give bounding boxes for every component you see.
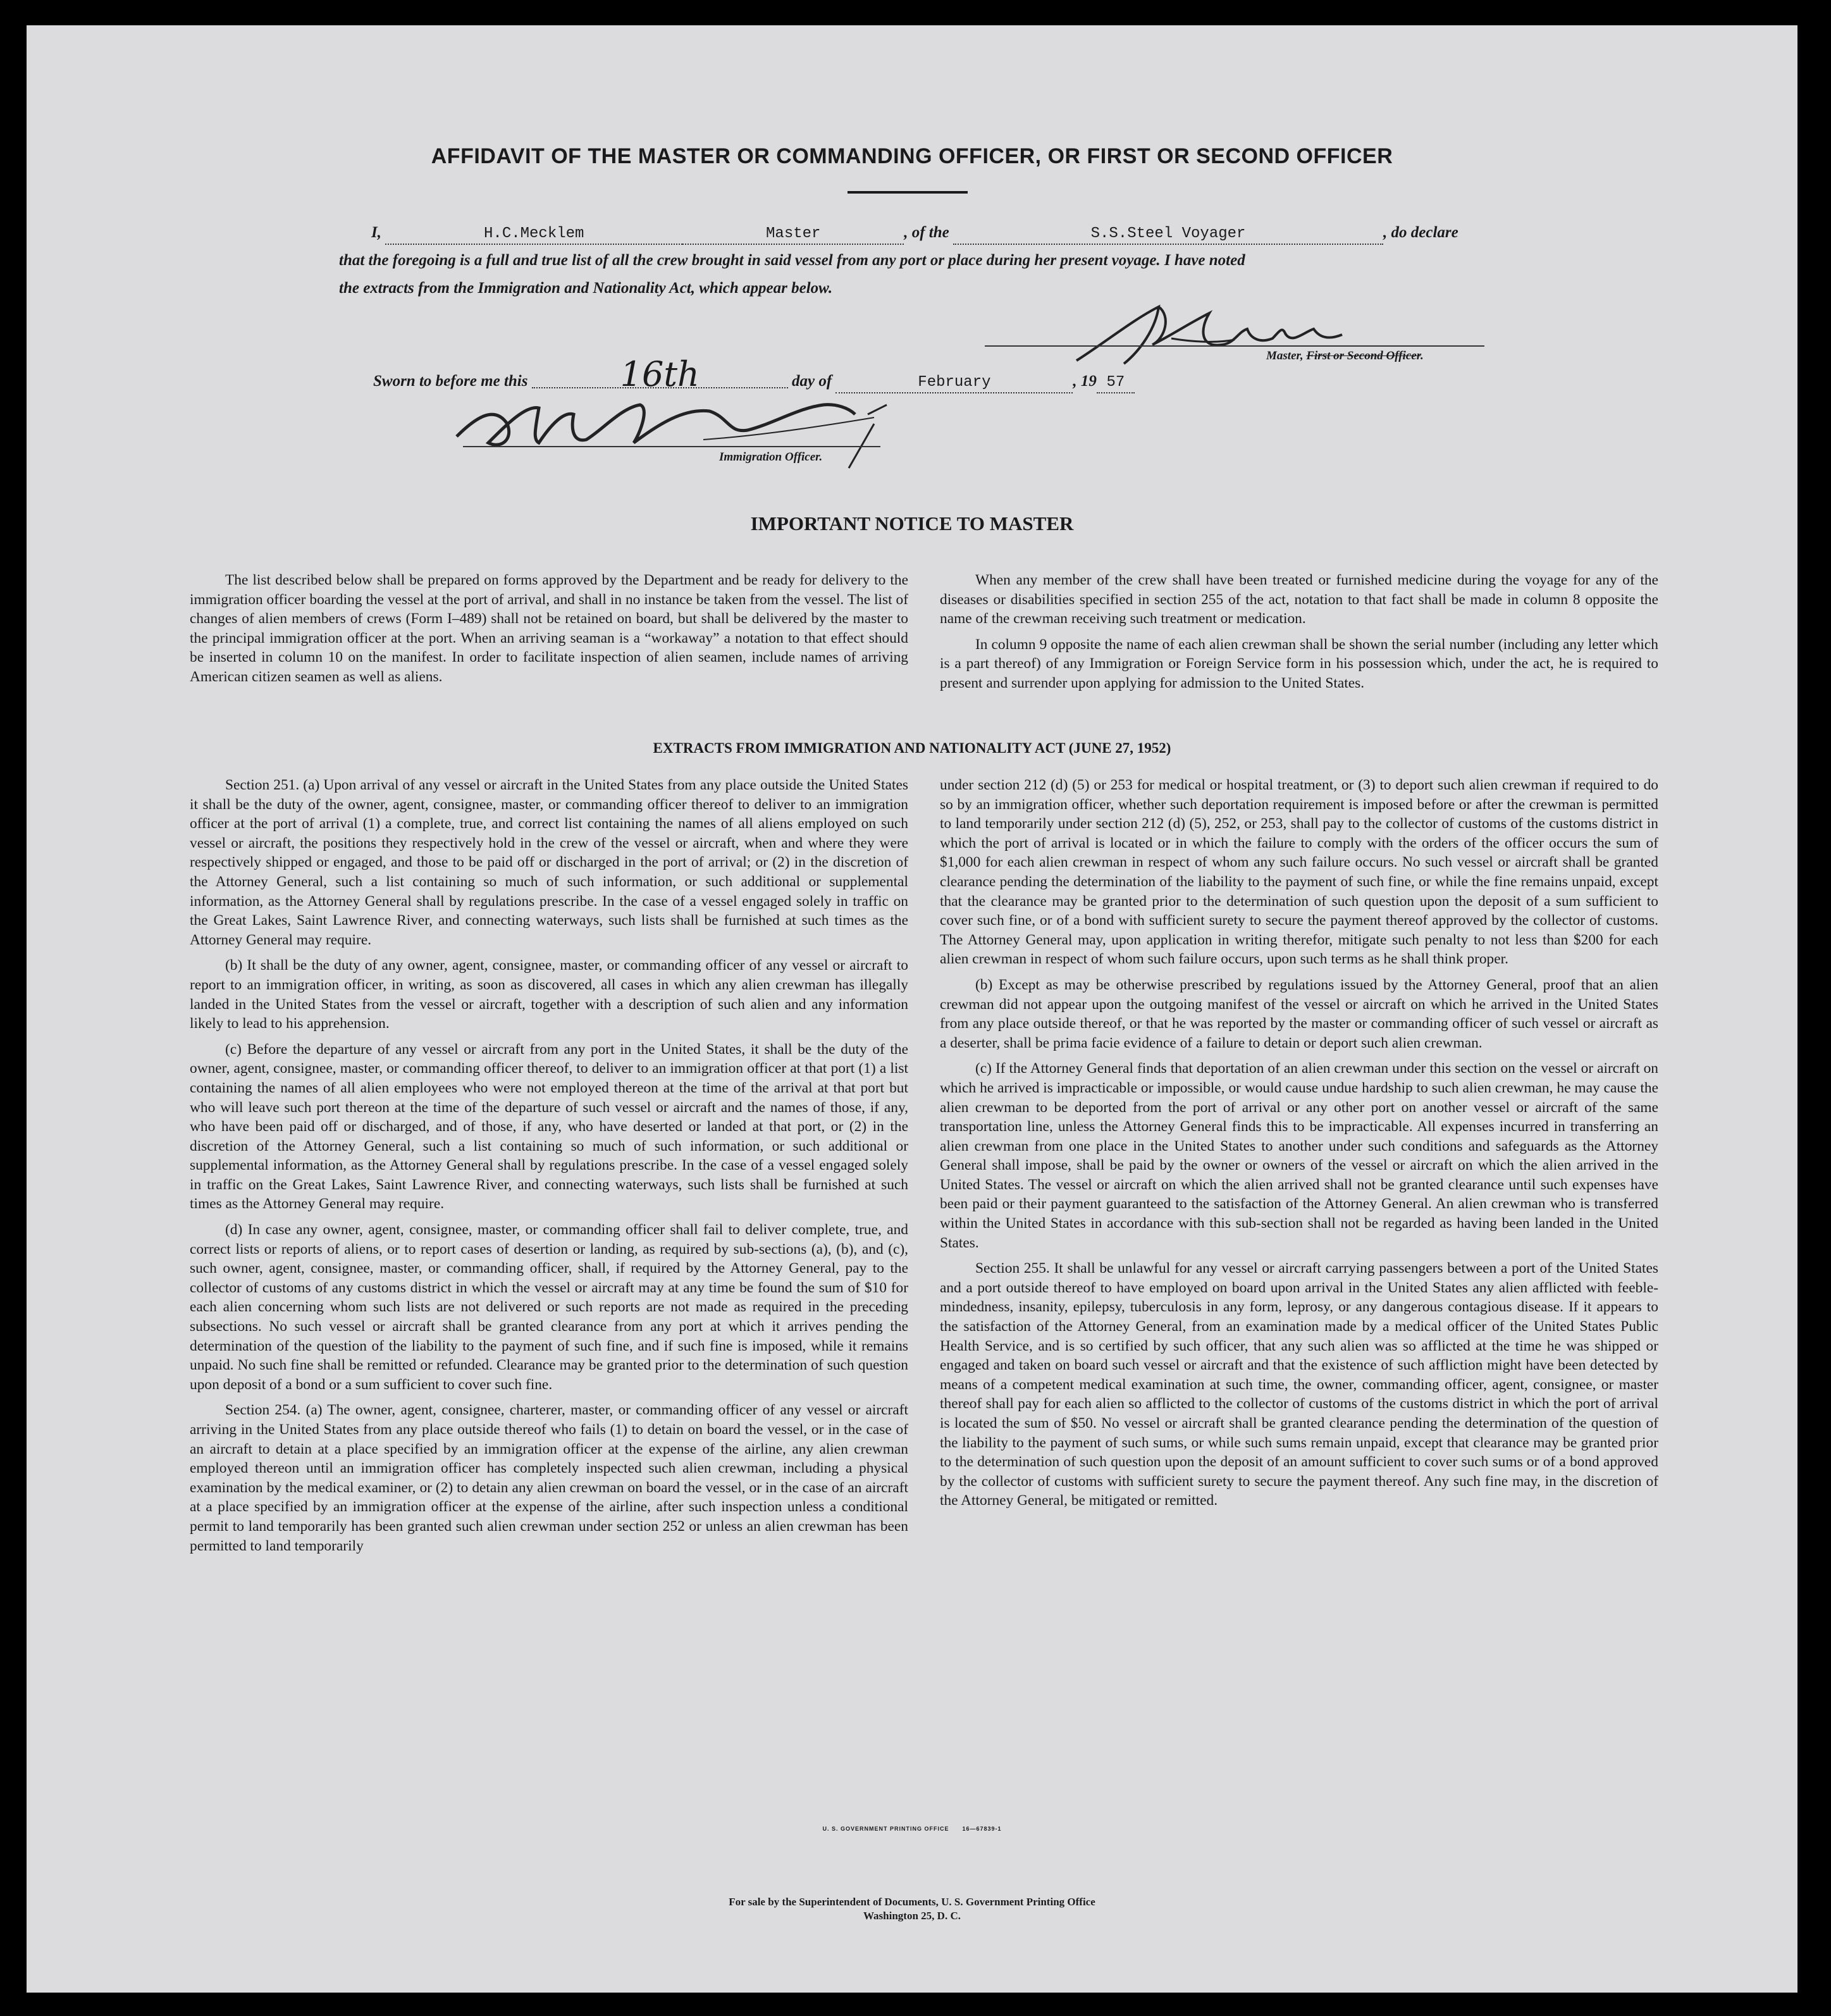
statute-paragraph: (b) Except as may be otherwise prescribed by regulations issued by the Attorney General, proof that an alien crewman did not appear upon the outgoing manifest of the vessel or aircraft on which he arrived in the United States from any place outside thereof, or that he was reported by the master or commanding officer of such vessel or aircraft as a deserter, shall be prima facie evidence of a failure to detain or deport such alien crewman. (940, 976, 1658, 1051)
sworn-day-field[interactable]: 16th (532, 362, 788, 388)
do-declare-label: , do declare (1383, 224, 1458, 241)
statute-paragraph: Section 254. (a) The owner, agent, consignee, charterer, master, or commanding officer of any vessel or aircraft arriving in the United States from any place outside thereof who fails (1) to detain on board the vessel, or in the case of an aircraft to detain at a place specified by an immigration officer at the expense of the airline, any alien crewman employed thereon until an immigration officer has completely inspected such alien crewman, including a physical examination by the medical examiner, or (2) to detain any alien crewman on board the vessel, or in the case of an aircraft at a place specified by an immigration officer at the expense of the airline, after such inspection unless a conditional permit to land temporarily has been granted such alien crewman under section 252 or unless an alien crewman has been permitted to land temporarily (190, 1402, 908, 1554)
document-page (27, 25, 1797, 1993)
sworn-year-field[interactable]: 57 (1097, 373, 1135, 393)
extracts-left-column (190, 776, 908, 1562)
i-label: I, (371, 224, 381, 241)
sale-notice (27, 1895, 1797, 1923)
statute-paragraph: (d) In case any owner, agent, consignee, master, or commanding officer shall fail to deliver complete, true, and correct lists or reports of aliens, or to report cases of desertion or landing, as required by sub-sections (a), (b), and (c), such owner, agent, consignee, master, or commanding officer, shall, if required by the Attorney General, pay to the collector of customs of any customs district in which the vessel or aircraft may at any time be found the sum of $10 for each alien concerning whom such lists are not delivered or such reports are not made as required in the preceding subsections. No such vessel or aircraft shall be granted clearance from any port at which it arrives pending the determination of the question of the liability to the payment of such fine, and if such fine is imposed, while it remains unpaid. No such fine shall be remitted or refunded. Clearance may be granted prior to the determination of such question upon deposit of a bond or a sum sufficient to cover such fine. (190, 1221, 908, 1393)
vessel-name-field[interactable]: S.S.Steel Voyager (953, 225, 1383, 245)
day-of-label: day of (791, 373, 832, 390)
statute-paragraph-continued: under section 212 (d) (5) or 253 for medical or hospital treatment, or (3) to deport such alien crewman if required to do so by an immigration officer, whether such deportation requirement is imposed before or after the crewman is permitted to land temporarily under section 212 (d) (5), 252, or 253, shall pay to the collector of customs of the customs district in which the port of arrival is located or in which the failure to comply with the orders of the officer occurs the sum of $1,000 for each alien crewman in respect of whom any such failure occurs. No such vessel or aircraft shall be granted clearance pending the determination of the liability to the payment of such fine, or while the fine remains unpaid, except that the clearance may be granted prior to the determination of such question upon the deposit of a sum sufficient to cover such fine, or of a bond with sufficient surety to secure the payment thereof approved by the collector of customs. The Attorney General may, upon application in writing therefor, mitigate such penalty to not less than $200 for each alien crewman in respect of whom such failure occurs, upon such terms as he shall think proper. (940, 777, 1658, 968)
of-the-label: , of the (904, 224, 949, 241)
statute-paragraph: (c) If the Attorney General finds that deportation of an alien crewman under this section on the vessel or aircraft on which he arrived is impracticable or impossible, or would cause undue hardship to such alien crewman, he may cause the alien crewman to be deported from the port of arrival or any other port on another vessel or aircraft of the same transportation line, unless the Attorney General finds this to be impracticable. All expenses incurred in transferring an alien crewman from one place in the United States to another under such conditions and safeguards as the Attorney General shall impose, shall be paid by the owner or owners of the vessel or aircraft on which the alien arrived in the United States. The vessel or aircraft on which the alien arrived shall not be granted clearance until such expenses have been paid or their payment guaranteed to the satisfaction of the Attorney General. An alien crewman who is transferred within the United States in accordance with this sub-section shall not be regarded as having been landed in the United States. (940, 1060, 1658, 1251)
year-prefix-label: , 19 (1073, 373, 1097, 390)
extracts-right-column (940, 776, 1658, 1517)
rank-field[interactable]: Master (682, 225, 904, 245)
notice-paragraph: When any member of the crew shall have been treated or furnished medicine during the voyage for any of the diseases or disabilities specified in section 255 of the act, notation to that fact shall be made in column 8 opposite the name of the crewman receiving such treatment or medication. (940, 572, 1658, 628)
master-signature-line (985, 345, 1484, 347)
notice-paragraph: In column 9 opposite the name of each alien crewman shall be shown the serial number (including any letter which is a part thereof) of any Immigration or Foreign Service form in his possession which, under the act, he is required to present and surrender upon applying for admission to the United States. (940, 636, 1658, 691)
statute-paragraph: Section 251. (a) Upon arrival of any vessel or aircraft in the United States from any place outside the United States it shall be the duty of the owner, agent, consignee, master, or commanding officer thereof to deliver to an immigration officer at the port of arrival (1) a complete, true, and correct list containing the names of all aliens employed on such vessel or aircraft, the positions they respectively hold in the crew of the vessel or aircraft, when and where they were respectively shipped or engaged, and those to be paid off or discharged in the port of arrival; or (2) in the discretion of the Attorney General, such a list containing so much of such information, or such additional or supplemental information, as the Attorney General shall by regulations prescribe. In the case of a vessel engaged solely in traffic on the Great Lakes, Saint Lawrence River, and connecting waterways, such lists shall be furnished at such times as the Attorney General may require. (190, 777, 908, 948)
immigration-officer-signature-line (463, 446, 880, 447)
declaration-line-1 (371, 219, 1458, 247)
statute-paragraph: Section 255. It shall be unlawful for any vessel or aircraft carrying passengers between a port of the United States and a port outside thereof to have employed on board upon arrival in the United States any alien afflicted with feeble-mindedness, insanity, epilepsy, tuberculosis in any form, leprosy, or any dangerous contagious disease. If it appears to the satisfaction of the Attorney General, from an examination made by a medical officer of the United States Public Health Service, and is so certified by such officer, that any such alien was so afflicted at the time he was shipped or engaged and taken on board such vessel or aircraft and that the existence of such affliction might have been detected by means of a competent medical examination at such time, the owner, commanding officer, agent, consignee, or master thereof shall pay for each alien so afflicted to the collector of customs of the customs district in which the port of arrival is located the sum of $50. No vessel or aircraft shall be granted clearance pending the determination of the question of the liability to the payment of such sums, or while such sums remain unpaid, except that clearance may be granted prior to the determination of such question upon the deposit of an amount sufficient to cover such sums or of a bond approved by the collector of customs with sufficient surety to secure the payment thereof. Any such fine may, in the discretion of the Attorney General, be mitigated or remitted. (940, 1260, 1658, 1509)
affidavit-title: AFFIDAVIT OF THE MASTER OR COMMANDING OFFICER, OR FIRST OR SECOND OFFICER (431, 144, 1393, 168)
notice-right-column (940, 571, 1658, 700)
declaration-line-3: the extracts from the Immigration and Nationality Act, which appear below. (339, 280, 833, 297)
sale-line-1: For sale by the Superintendent of Documents, U. S. Government Printing Office (729, 1896, 1095, 1908)
immigration-officer-signature (431, 380, 912, 474)
struck-officer-text: First or Second Officer (1306, 349, 1421, 362)
printing-office-code: U. S. GOVERNMENT PRINTING OFFICE 16—67839-1 (822, 1826, 1002, 1832)
sworn-label: Sworn to before me this (373, 373, 528, 390)
statute-paragraph: (b) It shall be the duty of any owner, agent, consignee, master, or commanding officer of any vessel or aircraft to report to an immigration officer, in writing, as soon as discovered, all cases in which any alien crewman has illegally landed in the United States from the vessel or aircraft, together with a description of such alien and any information likely to lead to his apprehension. (190, 957, 908, 1032)
notice-title: IMPORTANT NOTICE TO MASTER (750, 512, 1074, 535)
master-title-label: Master, First or Second Officer. (1266, 349, 1424, 362)
declaration-line-2: that the foregoing is a full and true list of all the crew brought in said vessel from any port or place during her present voyage. I have noted (339, 252, 1245, 269)
notice-paragraph: The list described below shall be prepared on forms approved by the Department and be ready for delivery to the immigration officer boarding the vessel at the port of arrival, and shall in no instance be taken from the vessel. The list of changes of alien members of crews (Form I–489) shall not be retained on board, but shall be delivered by the master to the principal immigration officer at the port. When an arriving seaman is a “workaway” a notation to that effect should be inserted in column 10 on the manifest. In order to facilitate inspection of alien seamen, include names of arriving American citizen seamen as well as aliens. (190, 572, 908, 685)
sworn-month-field[interactable]: February (835, 373, 1073, 393)
notice-left-column (190, 571, 908, 693)
sale-line-2: Washington 25, D. C. (863, 1910, 961, 1922)
immigration-officer-label: Immigration Officer. (719, 450, 823, 464)
extracts-title: EXTRACTS FROM IMMIGRATION AND NATIONALITY ACT (JUNE 27, 1952) (653, 740, 1171, 756)
master-name-field[interactable]: H.C.Mecklem (385, 225, 682, 245)
title-rule (848, 191, 968, 194)
statute-paragraph: (c) Before the departure of any vessel or aircraft from any port in the United States, it shall be the duty of the owner, agent, consignee, master, or commanding officer thereof, to deliver to an immigration officer at that port (1) a list containing the names of all alien employees who were not employed thereon at the time of the arrival at that port but who will leave such port thereon at the time of the departure of such vessel or aircraft and the names of those, if any, who have been paid off or discharged, and of those, if any, who have deserted or landed at that port, or (2) in the discretion of the Attorney General, such a list containing so much of such information, or such additional or supplemental information, as the Attorney General shall by regulations prescribe. In the case of a vessel engaged solely in traffic on the Great Lakes, Saint Lawrence River, and connecting waterways, such lists shall be furnished at such times as the Attorney General may require. (190, 1041, 908, 1213)
